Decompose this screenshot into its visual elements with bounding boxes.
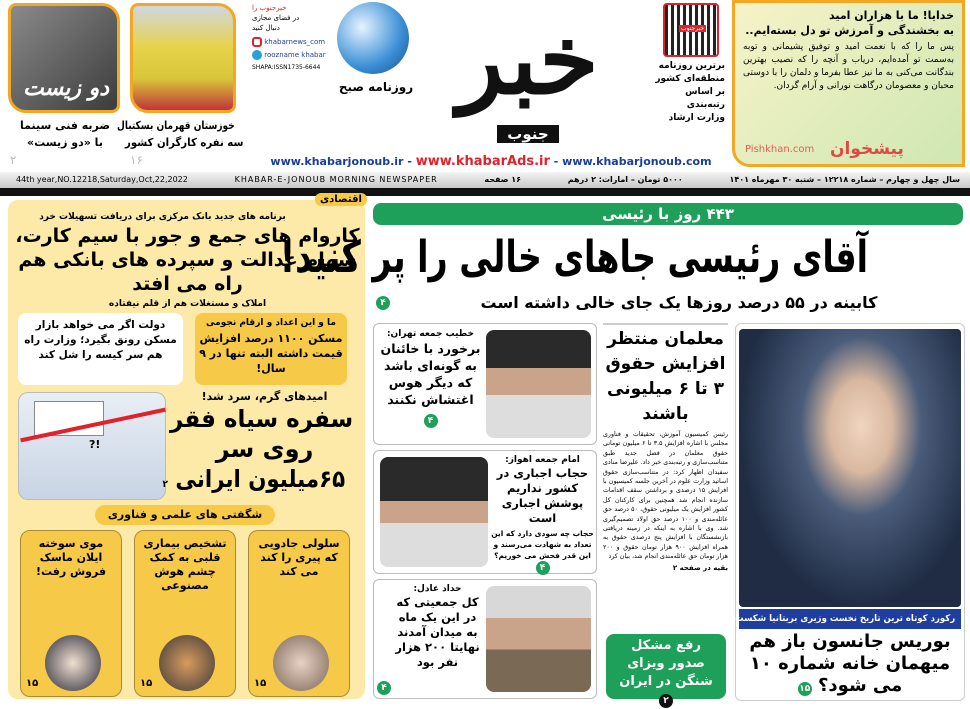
ranking-note: برترین روزنامه منطقه‌ای کشور بر اساس رتبه‌بندی وزارت ارشاد bbox=[655, 61, 725, 123]
english-name: KHABAR-E-JONOUB MORNING NEWSPAPER bbox=[234, 175, 438, 184]
qr-label: خبرجنوب bbox=[681, 25, 705, 32]
telegram-icon bbox=[252, 50, 262, 60]
price: ۵۰۰۰ تومان – امارات: ۲ درهم bbox=[567, 175, 683, 184]
page-number: ۱۶ bbox=[130, 153, 143, 167]
instagram-link[interactable]: khabarnews_com bbox=[252, 37, 332, 47]
musk-image bbox=[45, 635, 101, 691]
main-sub: کابینه در ۵۵ درصد روزها یک جای خالی داشته است bbox=[480, 293, 878, 312]
econ-sub: املاک و مستغلات هم از قلم نیفتاده bbox=[108, 299, 267, 309]
logo-tagline: روزنامه صبح bbox=[338, 80, 414, 94]
main-headline[interactable]: آقای رئیسی جاهای خالی را پر کنید! bbox=[279, 232, 869, 283]
science-label: شگفتی های علمی و فناوری bbox=[95, 505, 275, 525]
page-number: ۲ bbox=[10, 153, 17, 167]
portrait-photo bbox=[486, 586, 591, 692]
watermark-url: Pishkhan.com bbox=[745, 144, 815, 155]
econ-headline[interactable]: کاروام های جمع و جور با سیم کارت، سهام عدالت و سپرده های بانکی هم راه می افتد bbox=[15, 225, 360, 295]
visa-box[interactable]: رفع مشکل صدور ویزای شنگن در ایران ۲ bbox=[606, 634, 726, 699]
news-card[interactable]: خطیب جمعه تهران: برخورد با خائنان به گونه‌ای باشد که دیگر هوس اغتشاش نکنند ۴ bbox=[373, 323, 597, 445]
science-card[interactable]: سلولی جادویی که پیری را کند می کند ۱۵ bbox=[248, 530, 350, 697]
basketball-photo bbox=[130, 3, 236, 113]
ads-link[interactable]: www.khabarAds.ir bbox=[415, 154, 550, 169]
issn: SHAPA:ISSN1735-6644 bbox=[252, 64, 321, 71]
telegram-link[interactable]: roozname khabar bbox=[252, 50, 332, 60]
site-link[interactable]: www.khabarjonoub.ir bbox=[270, 155, 404, 168]
teachers-story[interactable]: معلمان منتظر افزایش حقوق ۳ تا ۶ میلیونی باشند رئیس کمیسیون آموزش، تحقیقات و فناوری مجلس با اشاره افزایش ۳.۵ تا ۶ میلیون تومانی حقوق معلمان در فصل جدید طبق متناسب‌سازی و رتبه‌بندی خبر داد. علیرضا منادی سفیدان اظهار کرد: در متناسب‌سازی حقوق اساتید وزارت علوم در آخرین جلسه کمیسیون با افزایش ۱۵ درصدی و برداشتن سقف اقدامات سازنده انجام شد همچنین برای کارکنان کل کشور افزایش یک میلیونی حقوق، ۵۰ درصد حق عائله‌مندی و ۱۰۰ درصد حق اولاد تصمیم‌گیری شد. وی با اشاره به اینکه در زمینه دریافتی بازنشستگان با افزایش پنج درصدی حقوق به همراه افزایش ۹۰۰ هزار تومان حقوق و ۲۰۰ هزار تومان حق عائله‌مندی انجام شد، بیان کرد بقیه در صفحه ۲ bbox=[603, 323, 728, 573]
url-line: www.khabarjonoub.ir - www.khabarAds.ir - www.khabarjonoub.com bbox=[270, 154, 712, 169]
globe-icon bbox=[337, 2, 409, 74]
qr-code[interactable] bbox=[663, 3, 719, 57]
news-card[interactable]: امام جمعه اهواز: حجاب اجباری در کشور نداریم پوشش اجباری است حجاب چه سودی دارد که این تعداد به شهادت می‌رسند و این قدر فحش می خوریم؟ ۴ bbox=[373, 450, 597, 574]
poverty-story[interactable]: امیدهای گرم، سرد شد! سفره سیاه فقر روی سر ۶۵میلیون ایرانی ۲ bbox=[162, 390, 353, 493]
econ-kicker: برنامه های جدید بانک مرکزی برای دریافت تسهیلات خرد bbox=[39, 212, 286, 222]
newspaper-logo bbox=[335, 0, 635, 150]
faces-image bbox=[273, 635, 329, 691]
section-tag: اقتصادی bbox=[315, 193, 367, 206]
main-banner: ۴۴۳ روز با رئیسی bbox=[373, 203, 963, 225]
cartoon-text: !? bbox=[89, 438, 101, 451]
dateline-bar bbox=[0, 172, 970, 188]
social-block: خبرجنوب را در فضای مجازی دنبال کنید khabarnews_com roozname khabar SHAPA:ISSN1735-6644 bbox=[252, 3, 332, 73]
basketball-caption[interactable]: خوزستان قهرمان بسکتبال سه نفره کارگران کشور bbox=[117, 119, 243, 149]
page-count: ۱۶ صفحه bbox=[484, 175, 522, 184]
logo-main: خبر bbox=[457, 3, 599, 116]
site-link[interactable]: www.khabarjonoub.com bbox=[562, 155, 712, 168]
johnson-story[interactable]: رکورد کوتاه ترین تاریخ نخست وزیری بریتانیا شکست بوریس جانسون باز هم میهمان خانه شماره ۱۰ می شود؟ ۱۵ bbox=[735, 323, 965, 701]
cinema-photo bbox=[8, 3, 120, 113]
poverty-cartoon bbox=[18, 392, 166, 500]
eye-image bbox=[159, 635, 215, 691]
cinema-caption[interactable]: ضربه فنی سینما با «دو زیست» bbox=[19, 119, 111, 149]
persian-date: سال چهل و چهارم – شماره ۱۲۲۱۸ – شنبه ۳۰ مهرماه ۱۴۰۱ bbox=[729, 175, 960, 184]
watermark: پیشخوان bbox=[830, 139, 904, 159]
portrait-photo bbox=[486, 330, 591, 438]
logo-sub: جنوب bbox=[497, 125, 558, 143]
portrait-photo bbox=[380, 457, 488, 567]
logo-sub-wrap bbox=[423, 124, 633, 144]
film-logo: دو زیست bbox=[23, 76, 110, 101]
news-card[interactable]: حداد عادل: کل جمعیتی که در این یک ماه به میدان آمدند نهایتا ۲۰۰ هزار نفر بود ۴ bbox=[373, 579, 597, 699]
johnson-photo bbox=[739, 329, 961, 607]
johnson-caption: رکورد کوتاه ترین تاریخ نخست وزیری بریتانیا شکست bbox=[739, 609, 961, 629]
divider bbox=[0, 188, 970, 196]
page-badge: ۴ bbox=[376, 296, 390, 310]
science-card[interactable]: تشخیص بیماری قلبی به کمک چشم هوش مصنوعی ۱۵ bbox=[134, 530, 236, 697]
instagram-icon bbox=[252, 37, 262, 47]
ministry-box[interactable]: دولت اگر می خواهد بازار مسکن رونق بگیرد؛ وزارت راه هم سر کیسه را شل کند bbox=[18, 313, 183, 385]
science-card[interactable]: موی سوخته ایلان ماسک فروش رفت! ۱۵ bbox=[20, 530, 122, 697]
housing-box[interactable]: ما و این اعداد و ارقام نجومی مسکن ۱۱۰۰ درصد افزایش قیمت داشته البته تنها در ۹ سال! bbox=[195, 313, 347, 385]
prayer-box: خدایا! ما با هزاران امید به بخشندگی و آمرزش تو دل بسته‌ایم.. پس ما را که با نعمت امید و توفیق پشیمانی و توبه به‌سمت تو آمده‌ایم، دریاب و آنچه را که نصیب بهترین بندگانت می‌کنی به ما نیز عطا بفرما و دلمان را با دوستی محبان و معصومان درگاهت نورانی و آرام گردان. پیشخوان Pishkhan.com bbox=[732, 0, 965, 167]
english-date: 44th year,NO.12218,Saturday,Oct,22,2022 bbox=[16, 175, 188, 184]
